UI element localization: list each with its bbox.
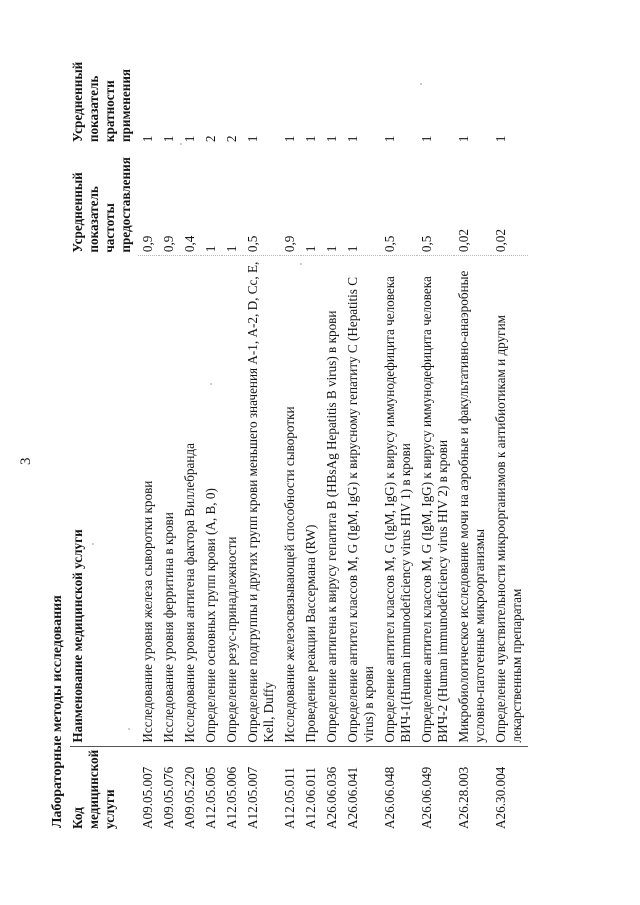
row-frequency: 1 — [322, 145, 343, 256]
row-frequency: 1 — [201, 145, 222, 256]
row-code: A26.28.003 — [456, 766, 471, 829]
row-frequency: 0,5 — [380, 145, 417, 256]
row-code: A26.06.049 — [419, 766, 434, 829]
row-code: A12.05.005 — [203, 766, 218, 829]
header-name: Наименование медицинской услуги — [70, 256, 138, 747]
row-multiplicity: 1 — [140, 135, 155, 143]
table-row — [454, 42, 491, 832]
row-code: A26.30.004 — [493, 766, 508, 829]
row-multiplicity: 1 — [324, 135, 339, 143]
row-name: Определение антител классов M, G (IgM, IgG) к вирусу иммунодефицита человека ВИЧ-2 (Human immunodeficiency virus HIV 2) в крови — [417, 256, 454, 747]
row-frequency: 0,5 — [243, 145, 280, 256]
row-name: Определение резус-принадлежности — [222, 256, 243, 747]
row-frequency: 1 — [343, 145, 380, 256]
row-code: A26.06.048 — [382, 766, 397, 829]
row-code: A12.05.007 — [245, 766, 260, 829]
services-table — [70, 42, 528, 832]
row-name: Микробиологическое исследование мочи на аэробные и факультативно-анаэробные условно-патогенные микроорганизмы — [454, 256, 491, 747]
row-frequency: 0,5 — [417, 145, 454, 256]
header-frequency: Усредненный показатель частоты предоставления — [70, 157, 133, 253]
row-multiplicity: 2 — [203, 135, 218, 143]
row-multiplicity: 2 — [224, 135, 239, 143]
row-code: A26.06.041 — [345, 766, 360, 829]
scan-speck — [128, 728, 130, 730]
row-multiplicity: 1 — [303, 135, 318, 143]
row-multiplicity: 1 — [161, 135, 176, 143]
row-frequency: 0,9 — [280, 145, 301, 256]
row-multiplicity: 1 — [182, 135, 197, 143]
row-name: Исследование уровня ферритина в крови — [159, 256, 180, 747]
table-row — [301, 42, 322, 832]
row-frequency: 0,02 — [454, 145, 491, 256]
table-row — [201, 42, 222, 832]
row-name: Исследование железосвязывающей способности сыворотки — [280, 256, 301, 747]
row-name: Определение антител классов M, G (IgM, IgG) к вирусному гепатиту C (Hepatitis C virus) в крови — [343, 256, 380, 747]
scan-speck — [300, 263, 302, 265]
row-frequency: 0,4 — [180, 145, 201, 256]
table-row — [280, 42, 301, 832]
table-row — [180, 42, 201, 832]
row-name: Определение антител классов M, G (IgM, IgG) к вирусу иммунодефицита человека ВИЧ-1(Human immunodeficiency virus HIV 1) в крови — [380, 256, 417, 747]
section-title: Лабораторные методы исследования — [50, 595, 65, 828]
header-multiplicity: Усредненный показатель кратности применения — [70, 61, 133, 143]
row-multiplicity: 1 — [245, 135, 260, 143]
row-name: Исследование уровня железа сыворотки крови — [138, 256, 159, 747]
row-multiplicity: 1 — [282, 135, 297, 143]
row-code: A12.06.011 — [303, 767, 318, 829]
header-code: Код медицинской услуги — [70, 749, 117, 829]
table-row — [491, 42, 528, 832]
row-code: A09.05.220 — [182, 766, 197, 829]
table-row — [417, 42, 454, 832]
row-code: A12.05.011 — [282, 767, 297, 829]
row-code: A09.05.007 — [140, 766, 155, 829]
row-multiplicity: 1 — [456, 135, 471, 143]
table-row — [380, 42, 417, 832]
scan-speck — [92, 543, 94, 545]
table-row — [222, 42, 243, 832]
row-multiplicity: 1 — [345, 135, 360, 143]
row-frequency: 1 — [222, 145, 243, 256]
row-code: A26.06.036 — [324, 766, 339, 829]
scan-speck — [210, 383, 212, 385]
page-number: 3 — [18, 457, 34, 465]
row-frequency: 0,9 — [138, 145, 159, 256]
row-multiplicity: 1 — [382, 135, 397, 143]
table-row — [138, 42, 159, 832]
table-row — [343, 42, 380, 832]
table-body — [138, 42, 528, 832]
table-header-row — [70, 42, 138, 832]
row-frequency: 0,9 — [159, 145, 180, 256]
row-multiplicity: 1 — [493, 135, 508, 143]
table-row — [322, 42, 343, 832]
row-code: A12.05.006 — [224, 766, 239, 829]
scan-speck — [420, 83, 422, 85]
row-name: Исследование уровня антигена фактора Виллебранда — [180, 256, 201, 747]
row-name: Определение антигена к вирусу гепатита B (HBsAg Hepatitis B virus) в крови — [322, 256, 343, 747]
row-frequency: 0,02 — [491, 145, 528, 256]
table-row — [159, 42, 180, 832]
row-name: Проведение реакции Вассермана (RW) — [301, 256, 322, 747]
table-row — [243, 42, 280, 832]
row-name: Определение чувствительности микроорганизмов к антибиотикам и другим лекарственным препаратам — [491, 256, 528, 747]
scan-speck — [180, 143, 182, 145]
row-name: Определение основных групп крови (A, B, 0) — [201, 256, 222, 747]
row-frequency: 1 — [301, 145, 322, 256]
row-code: A09.05.076 — [161, 766, 176, 829]
row-name: Определение подгруппы и других групп крови меньшего значения А-1, А-2, D, Cc, E, Kell, Duffy — [243, 256, 280, 747]
row-multiplicity: 1 — [419, 135, 434, 143]
